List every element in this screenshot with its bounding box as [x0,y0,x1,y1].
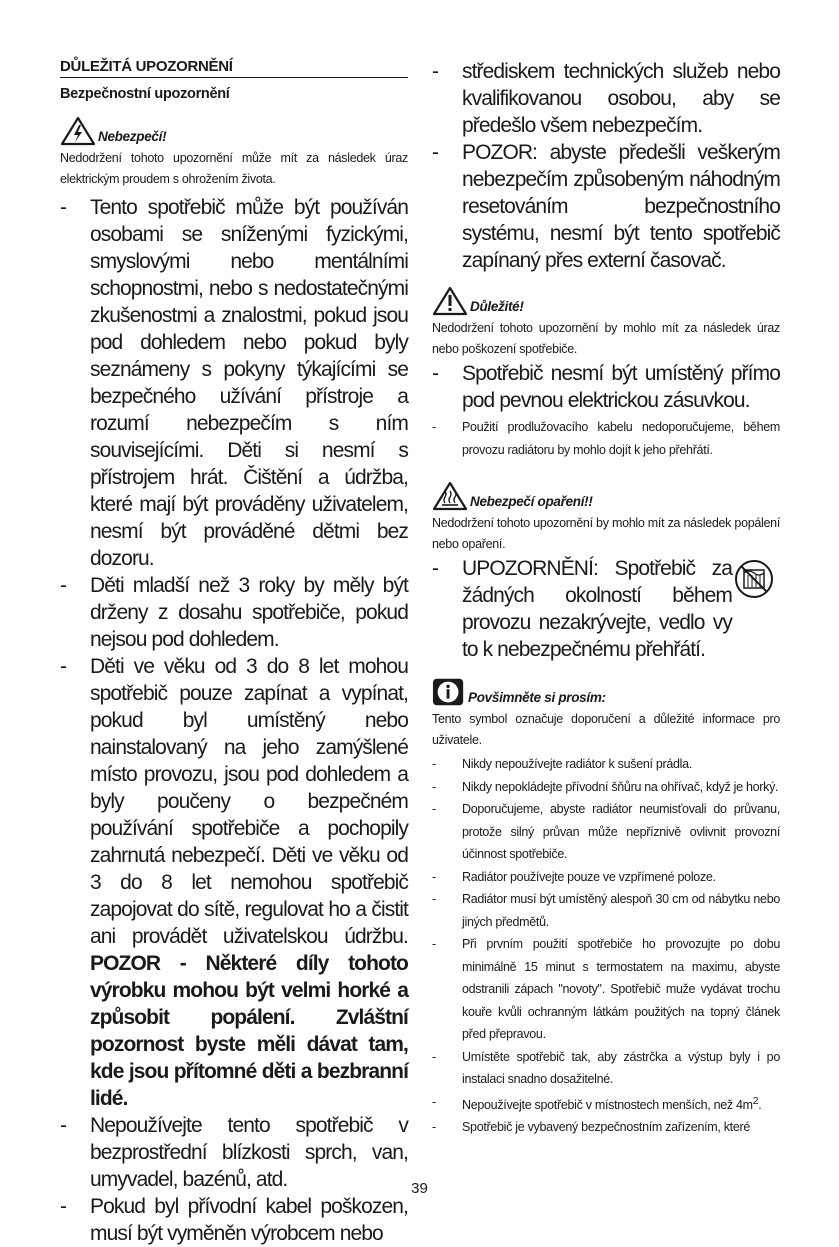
hot-surface-icon [432,481,468,511]
superscript: 2 [752,1095,759,1107]
no-cover-block [432,555,780,663]
important-text: Nedodržení tohoto upozornění by mohlo mít za následek úraz nebo poškození spotřebiče. [432,321,780,356]
warning-triangle-icon [432,286,468,316]
page-number: 39 [411,1180,428,1197]
burn-header [432,481,780,511]
burn-text: Nedodržení tohoto upozornění by mohlo mít za následek popálení nebo opaření. [432,516,780,551]
burn-label: Nebezpečí opaření!! [470,494,593,509]
list-item: - Radiátor musí být umístěný alespoň 30 cm od nábytku nebo jiných předmětů. [432,888,780,933]
list-item: - Tento spotřebič může být používán osobami se sníženými fyzickými, smyslovými nebo mentálními schopnostmi, nebo s nedostatečnými zkušenostmi a znalostmi, pokud jsou pod dohledem nebo pokud byly seznámeny s pokyny týkajícími se bezpečného užívání přístroje a rozumí nebezpečím s ním souvisejícími. Děti si nesmí s přístrojem hrát. Čištění a údržba, které mají být prováděny uživatelem, nesmí být prováděné dětmi bez dozoru. [60,194,408,572]
note-text: Tento symbol označuje doporučení a důležité informace pro uživatele. [432,712,780,747]
safety-list [60,194,408,1247]
danger-header [60,116,408,146]
list-item: - Nikdy nepokládejte přívodní šňůru na ohřívač, když je horký. [432,776,780,799]
list-item: - Nikdy nepoužívejte radiátor k sušení prádla. [432,753,780,776]
danger-text: Nedodržení tohoto upozornění může mít za následek úraz elektrickým proudem s ohrožením života. [60,151,408,186]
important-header [432,286,780,316]
list-item [60,653,408,1112]
important-small-list [432,416,780,461]
list-item: - Děti mladší než 3 roky by měly být drženy z dosahu spotřebiče, pokud nejsou pod dohledem. [60,572,408,653]
period: . [758,1097,762,1112]
important-label: Důležité! [470,299,524,314]
list-item-continued: - střediskem technických služeb nebo kvalifikovanou osobou, aby se předešlo všem nebezpečím. [432,58,780,139]
list-item [432,1091,780,1117]
note-header [432,677,780,707]
list-item: - Spotřebič je vybavený bezpečnostním zařízením, které [432,1116,780,1139]
list-item: - Nepoužívejte tento spotřebič v bezprostřední blízkosti sprch, van, umyvadel, bazénů, atd. [60,1112,408,1193]
burn-list [432,555,732,663]
important-list [432,360,780,414]
right-column [432,58,780,1139]
danger-label: Nebezpečí! [98,129,167,144]
list-item-text: Děti ve věku od 3 do 8 let mohou spotřebič pouze zapínat a vypínat, pokud byl umístěný nebo nainstalovaný na jeho zamýšlené místo provozu, jsou pod dohledem a byly poučeny o bezpečném používání spotřebiče a pochopily zahrnutá nebezpečí. Děti ve věku od 3 do 8 let nemohou spotřebič zapojovat do sítě, regulovat ho a čistit ani provádět uživatelskou údržbu. [90,655,408,948]
list-item: - Doporučujeme, abyste radiátor neumisťovali do průvanu, protože silný průvan může nepříznivě ovlivnit provozní účinnost spotřebiče. [432,798,780,866]
warning-bold-text: POZOR - Některé díly tohoto výrobku mohou být velmi horké a způsobit popálení. Zvláštní pozornost byste měli dávat tam, kde jsou přítomné děti a bezbranní lidé. [90,952,408,1110]
section-subtitle: Bezpečnostní upozornění [60,86,230,102]
list-item: - Spotřebič nesmí být umístěný přímo pod pevnou elektrickou zásuvkou. [432,360,780,414]
list-item-text: Nepoužívejte spotřebič v místnostech menších, než 4m [462,1097,753,1112]
list-item: - POZOR: abyste předešli veškerým nebezpečím způsobeným náhodným resetováním bezpečnostního systému, nesmí být tento spotřebič zapínaný přes externí časovač. [432,139,780,274]
list-item: - Umístěte spotřebič tak, aby zástrčka a výstup byly i po instalaci snadno dosažitelné. [432,1046,780,1091]
electric-hazard-icon [60,116,96,146]
list-item: - Použití prodlužovacího kabelu nedoporučujeme, během provozu radiátoru by mohlo dojít k jeho přehřátí. [432,416,780,461]
note-list [432,753,780,1139]
note-label: Povšimněte si prosím: [468,690,606,705]
left-column [60,58,408,1247]
list-item: - Radiátor používejte pouze ve vzpřímené poloze. [432,866,780,889]
info-icon [432,677,466,707]
list-item: - Pokud byl přívodní kabel poškozen, musí být vyměněn výrobcem nebo [60,1193,408,1247]
continued-list [432,58,780,274]
list-item: - Při prvním použití spotřebiče ho provozujte po dobu minimálně 15 minut s termostatem na maximu, abyste odstranili zápach "novoty". Spotřebič muže vydávat trochu kouře kvůli ochranným látkám použitých na topný článek před přepravou. [432,933,780,1046]
section-title: DŮLEŽITÁ UPOZORNĚNÍ [60,58,408,78]
list-item: - UPOZORNĚNÍ: Spotřebič za žádných okolností během provozu nezakrývejte, vedlo vy to k nebezpečnému přehřátí. [432,555,732,663]
do-not-cover-icon [734,559,774,599]
